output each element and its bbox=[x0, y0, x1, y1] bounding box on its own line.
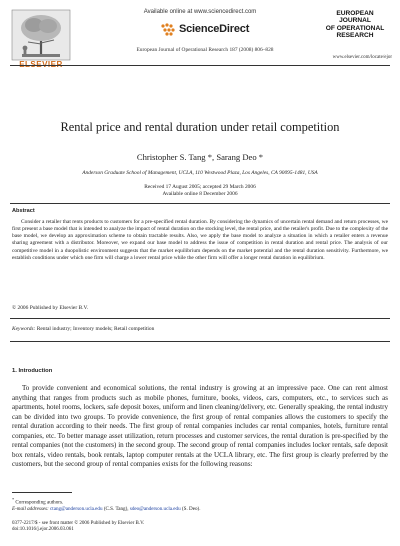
journal-name-line: RESEARCH bbox=[336, 32, 374, 40]
received-date: Received 17 August 2005; accepted 29 March 2006 bbox=[144, 184, 256, 190]
abstract-bottom-rule bbox=[10, 318, 390, 319]
available-date: Available online 8 December 2006 bbox=[162, 191, 238, 198]
sciencedirect-logo bbox=[160, 22, 249, 36]
footnote bbox=[12, 497, 200, 513]
journal-citation: European Journal of Operational Research 187 (2008) 806–828 bbox=[136, 47, 274, 53]
email-link-tang[interactable]: ctang@anderson.ucla.edu bbox=[50, 506, 103, 513]
footnote-marker: * bbox=[12, 497, 15, 502]
sciencedirect-dots-icon bbox=[160, 22, 176, 36]
footnote-corresponding bbox=[12, 497, 200, 506]
keywords-label: Keywords: bbox=[12, 326, 36, 332]
abstract-body bbox=[12, 219, 388, 262]
available-online-text: Available online at www.sciencedirect.com bbox=[143, 9, 257, 15]
abstract-top-rule bbox=[10, 203, 390, 204]
elsevier-logo bbox=[10, 8, 72, 72]
author-affiliation: Anderson Graduate School of Management, UCLA, 110 Westwood Plaza, Los Angeles, CA 90095-1481, USA bbox=[82, 170, 318, 176]
article-title: Rental price and rental duration under retail competition bbox=[60, 120, 340, 134]
footnote-emails bbox=[12, 506, 200, 513]
keywords-list: Rental industry; Inventory models; Retail competition bbox=[36, 326, 155, 332]
footnote-rule bbox=[12, 492, 72, 493]
section-heading-introduction: 1. Introduction bbox=[12, 368, 53, 374]
abstract-paragraph: Consider a retailer that rents products to customers for a pre-specified rental duration. By considering the dynamics of uncertain rental demand and return processes, we first present a base model that is intended to analyze the impact of rental duration on the stocking level, the rental price, and the retailer's profit. Due to the complexity of the base model, we develop an approximation scheme to obtain tractable results. Also, we apply the base model to analyze a situation in which a retailer enters a revenue sharing agreement with a distributor. Moreover, we expand our base model to address the issue of competition in rental duration and rental price. The analysis of our competitive model in a duopolistic environment suggests that the market equilibrium depends on the market potential and the rental duration sensitivity. Furthermore, we establish conditions under which one firm will charge a lower rental price while the other firm will offer a longer rental duration in equilibrium. bbox=[12, 219, 388, 261]
email-link-deo[interactable]: sdeo@anderson.ucla.edu bbox=[129, 506, 181, 513]
keywords-line bbox=[12, 326, 154, 332]
article-authors: Christopher S. Tang *, Sarang Deo * bbox=[136, 152, 264, 162]
email-owner-tang: (C.S. Tang), bbox=[103, 506, 129, 513]
issn-line: 0377-2217/$ - see front matter © 2006 Published by Elsevier B.V. bbox=[12, 521, 145, 526]
article-dates bbox=[0, 184, 400, 198]
journal-name-block bbox=[320, 10, 390, 40]
keywords-rule bbox=[10, 341, 390, 342]
publisher-logo-text: ELSEVIER bbox=[19, 60, 63, 69]
email-owner-deo: (S. Deo). bbox=[181, 506, 201, 513]
doi-line[interactable]: doi:10.1016/j.ejor.2006.03.061 bbox=[12, 527, 74, 533]
issn-block bbox=[12, 521, 144, 534]
introduction-paragraph: To provide convenient and economical solutions, the rental industry is growing at an impressive pace. One can rent almost anything that ranges from products such as mobile phones, furniture, books, videos, cars, computers, etc., to services such as apartments, hotel rooms, lockers, safe deposit boxes, uniform and linen cleaning/delivery, etc. Generally speaking, the rental industry can be divided into two groups. To provide convenience, the first group of rental companies allows the customers to specify the rental duration according to their needs. The first group of rental companies includes car rental companies, hotels, furniture rental companies, etc. To better manage asset utilization, return processes and customer services, the rental duration is pre-specified by the rental companies (not the customers) in the second group. The second group of rental companies includes locker rentals, safe deposit box rentals, video rentals, book rentals, laptop computer rentals at the UCLA library, etc. The first group is clearly preferred by the customers, but the second group of rental companies exists for the following reasons: bbox=[12, 384, 388, 469]
header-rule bbox=[10, 65, 390, 66]
abstract-heading: Abstract bbox=[12, 208, 35, 214]
email-label: E-mail addresses: bbox=[12, 506, 49, 513]
journal-name-line: JOURNAL bbox=[339, 17, 371, 25]
introduction-body bbox=[12, 384, 388, 470]
journal-name-line: OF OPERATIONAL bbox=[325, 24, 385, 32]
journal-url[interactable]: www.elsevier.com/locate/ejor bbox=[332, 55, 392, 60]
footnote-label: Corresponding authors. bbox=[15, 499, 64, 506]
sciencedirect-label: ScienceDirect bbox=[179, 23, 250, 35]
abstract-copyright: © 2006 Published by Elsevier B.V. bbox=[12, 305, 89, 311]
journal-name-line: EUROPEAN bbox=[336, 10, 374, 17]
